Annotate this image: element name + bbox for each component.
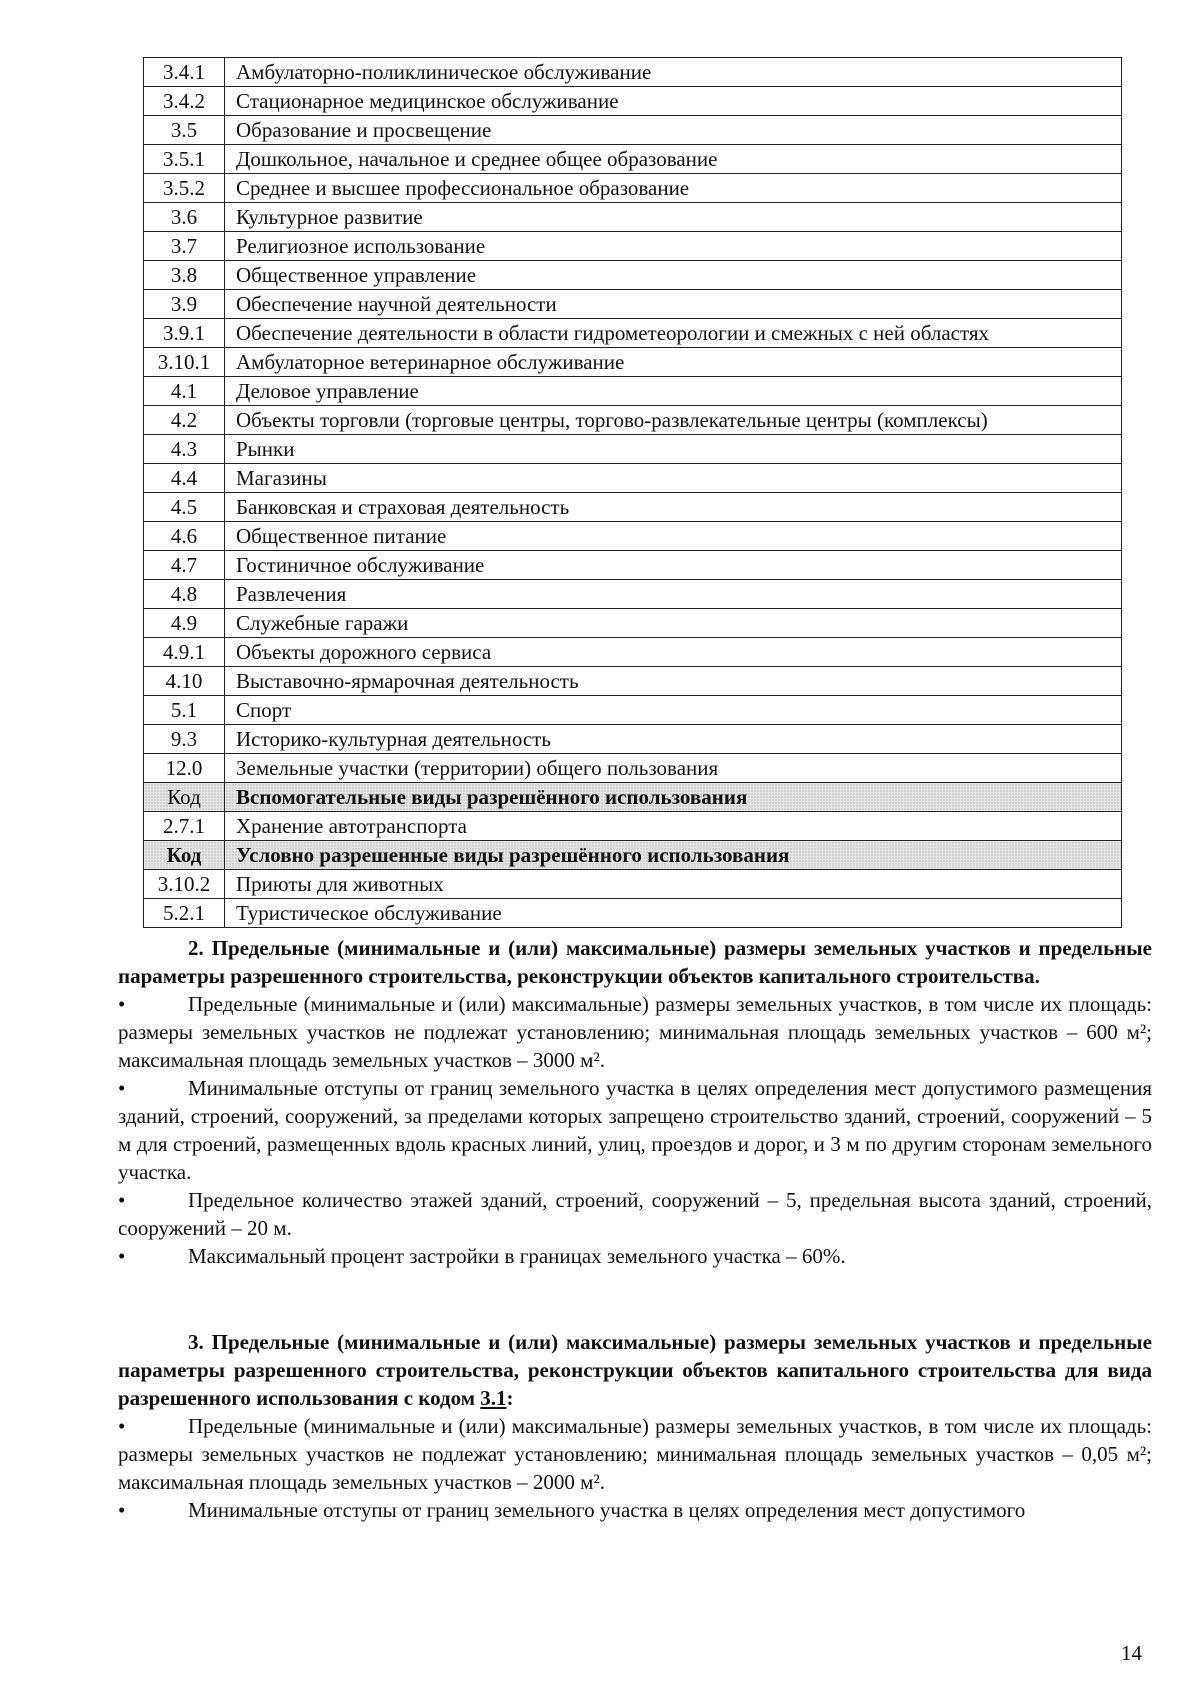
table-row (144, 551, 1122, 580)
use-name-cell: Дошкольное, начальное и среднее общее образование (225, 145, 1122, 174)
code-cell: 4.6 (144, 522, 225, 551)
section-3-bullet-1: • Предельные (минимальные и (или) максимальные) размеры земельных участков, в том числе их площадь: размеры земельных участков не подлежат установлению; минимальная площадь земельных участков – 0,05 м²; максимальная площадь земельных участков – 2000 м². (118, 1414, 1152, 1494)
code-cell: 9.3 (144, 725, 225, 754)
permitted-uses-table (143, 57, 1122, 928)
use-name-cell: Гостиничное обслуживание (225, 551, 1122, 580)
code-cell: 4.3 (144, 435, 225, 464)
table-row (144, 638, 1122, 667)
table-row (144, 667, 1122, 696)
use-name-cell: Хранение автотранспорта (225, 812, 1122, 841)
table-row (144, 899, 1122, 928)
bullet-mark: • (118, 1498, 126, 1522)
table-row (144, 696, 1122, 725)
section-2-bullet-4: • Максимальный процент застройки в границах земельного участка – 60%. (118, 1244, 846, 1268)
use-name-cell: Магазины (225, 464, 1122, 493)
code-cell: 12.0 (144, 754, 225, 783)
code-cell: 3.10.2 (144, 870, 225, 899)
code-cell: 3.6 (144, 203, 225, 232)
table-row (144, 348, 1122, 377)
code-cell: 4.9.1 (144, 638, 225, 667)
code-cell: 4.7 (144, 551, 225, 580)
bullet-mark: • (118, 1076, 126, 1100)
use-name-cell: Объекты дорожного сервиса (225, 638, 1122, 667)
table-row (144, 522, 1122, 551)
use-name-cell: Среднее и высшее профессиональное образование (225, 174, 1122, 203)
code-cell: 4.9 (144, 609, 225, 638)
use-name-cell: Приюты для животных (225, 870, 1122, 899)
use-name-cell: Историко-культурная деятельность (225, 725, 1122, 754)
table-row (144, 232, 1122, 261)
section-2-bullet-2: • Минимальные отступы от границ земельного участка в целях определения мест допустимого размещения зданий, строений, сооружений, за пределами которых запрещено строительство зданий, строений, сооружений – 5 м для строений, размещенных вдоль красных линий, улиц, проездов и дорог, и 3 м по другим сторонам земельного участка. (118, 1076, 1152, 1184)
table-section-header (144, 783, 1122, 812)
bullet-mark: • (118, 992, 126, 1016)
use-name-cell: Выставочно-ярмарочная деятельность (225, 667, 1122, 696)
use-name-cell: Рынки (225, 435, 1122, 464)
code-cell: 3.8 (144, 261, 225, 290)
table-row (144, 870, 1122, 899)
use-name-cell: Служебные гаражи (225, 609, 1122, 638)
use-name-cell: Объекты торговли (торговые центры, торгово-развлекательные центры (комплексы) (225, 406, 1122, 435)
section-2 (118, 934, 1152, 1270)
table-row (144, 145, 1122, 174)
code-reference: 3.1 (480, 1386, 507, 1410)
bullet-mark: • (118, 1414, 126, 1438)
code-cell: 4.10 (144, 667, 225, 696)
code-cell: 3.5 (144, 116, 225, 145)
code-cell: 4.5 (144, 493, 225, 522)
table-row (144, 116, 1122, 145)
use-name-cell: Обеспечение научной деятельности (225, 290, 1122, 319)
code-cell: 3.9.1 (144, 319, 225, 348)
code-cell: 4.4 (144, 464, 225, 493)
code-cell: 4.8 (144, 580, 225, 609)
section-3 (118, 1328, 1152, 1524)
table-row (144, 203, 1122, 232)
table-row (144, 87, 1122, 116)
use-name-cell: Стационарное медицинское обслуживание (225, 87, 1122, 116)
code-cell: 4.1 (144, 377, 225, 406)
use-name-cell: Религиозное использование (225, 232, 1122, 261)
code-cell: 3.4.2 (144, 87, 225, 116)
code-cell: 3.4.1 (144, 58, 225, 87)
table-row (144, 58, 1122, 87)
table-row (144, 174, 1122, 203)
section-2-bullet-1: • Предельные (минимальные и (или) максимальные) размеры земельных участков, в том числе их площадь: размеры земельных участков не подлежат установлению; минимальная площадь земельных участков – 600 м²; максимальная площадь земельных участков – 3000 м². (118, 992, 1152, 1072)
use-name-cell: Амбулаторно-поликлиническое обслуживание (225, 58, 1122, 87)
header-code-cell: Код (144, 783, 225, 812)
table-row (144, 319, 1122, 348)
use-name-cell: Банковская и страховая деятельность (225, 493, 1122, 522)
code-cell: 3.5.1 (144, 145, 225, 174)
section-2-bullet-3: • Предельное количество этажей зданий, строений, сооружений – 5, предельная высота зданий, строений, сооружений – 20 м. (118, 1188, 1152, 1240)
table-row (144, 464, 1122, 493)
table-row (144, 812, 1122, 841)
table-row (144, 290, 1122, 319)
code-cell: 4.2 (144, 406, 225, 435)
use-name-cell: Развлечения (225, 580, 1122, 609)
use-name-cell: Культурное развитие (225, 203, 1122, 232)
table-row (144, 261, 1122, 290)
use-name-cell: Амбулаторное ветеринарное обслуживание (225, 348, 1122, 377)
use-name-cell: Туристическое обслуживание (225, 899, 1122, 928)
bullet-mark: • (118, 1188, 126, 1212)
use-name-cell: Образование и просвещение (225, 116, 1122, 145)
permitted-uses-table-body (144, 58, 1122, 928)
table-row (144, 377, 1122, 406)
page-number: 14 (1121, 1641, 1142, 1665)
header-title-cell: Условно разрешенные виды разрешённого использования (225, 841, 1122, 870)
code-cell: 3.7 (144, 232, 225, 261)
code-cell: 5.1 (144, 696, 225, 725)
use-name-cell: Обеспечение деятельности в области гидрометеорологии и смежных с ней областях (225, 319, 1122, 348)
use-name-cell: Земельные участки (территории) общего пользования (225, 754, 1122, 783)
use-name-cell: Общественное питание (225, 522, 1122, 551)
code-cell: 3.10.1 (144, 348, 225, 377)
code-cell: 2.7.1 (144, 812, 225, 841)
code-cell: 3.9 (144, 290, 225, 319)
table-section-header (144, 841, 1122, 870)
use-name-cell: Спорт (225, 696, 1122, 725)
table-row (144, 406, 1122, 435)
use-name-cell: Деловое управление (225, 377, 1122, 406)
code-cell: 3.5.2 (144, 174, 225, 203)
header-title-cell: Вспомогательные виды разрешённого использования (225, 783, 1122, 812)
table-row (144, 435, 1122, 464)
section-2-heading: 2. Предельные (минимальные и (или) максимальные) размеры земельных участков и предельные параметры разрешенного строительства, реконструкции объектов капитального строительства. (118, 936, 1152, 988)
section-3-bullet-2: • Минимальные отступы от границ земельного участка в целях определения мест допустимого (118, 1498, 1026, 1522)
table-row (144, 609, 1122, 638)
use-name-cell: Общественное управление (225, 261, 1122, 290)
bullet-mark: • (118, 1244, 126, 1268)
section-3-heading: 3. Предельные (минимальные и (или) максимальные) размеры земельных участков и предельные параметры разрешенного строительства, реконструкции объектов капитального строительства для вида разрешенного использования с кодом 3.1: (118, 1330, 1152, 1410)
code-cell: 5.2.1 (144, 899, 225, 928)
header-code-cell: Код (144, 841, 225, 870)
table-row (144, 580, 1122, 609)
table-row (144, 493, 1122, 522)
table-row (144, 725, 1122, 754)
table-row (144, 754, 1122, 783)
